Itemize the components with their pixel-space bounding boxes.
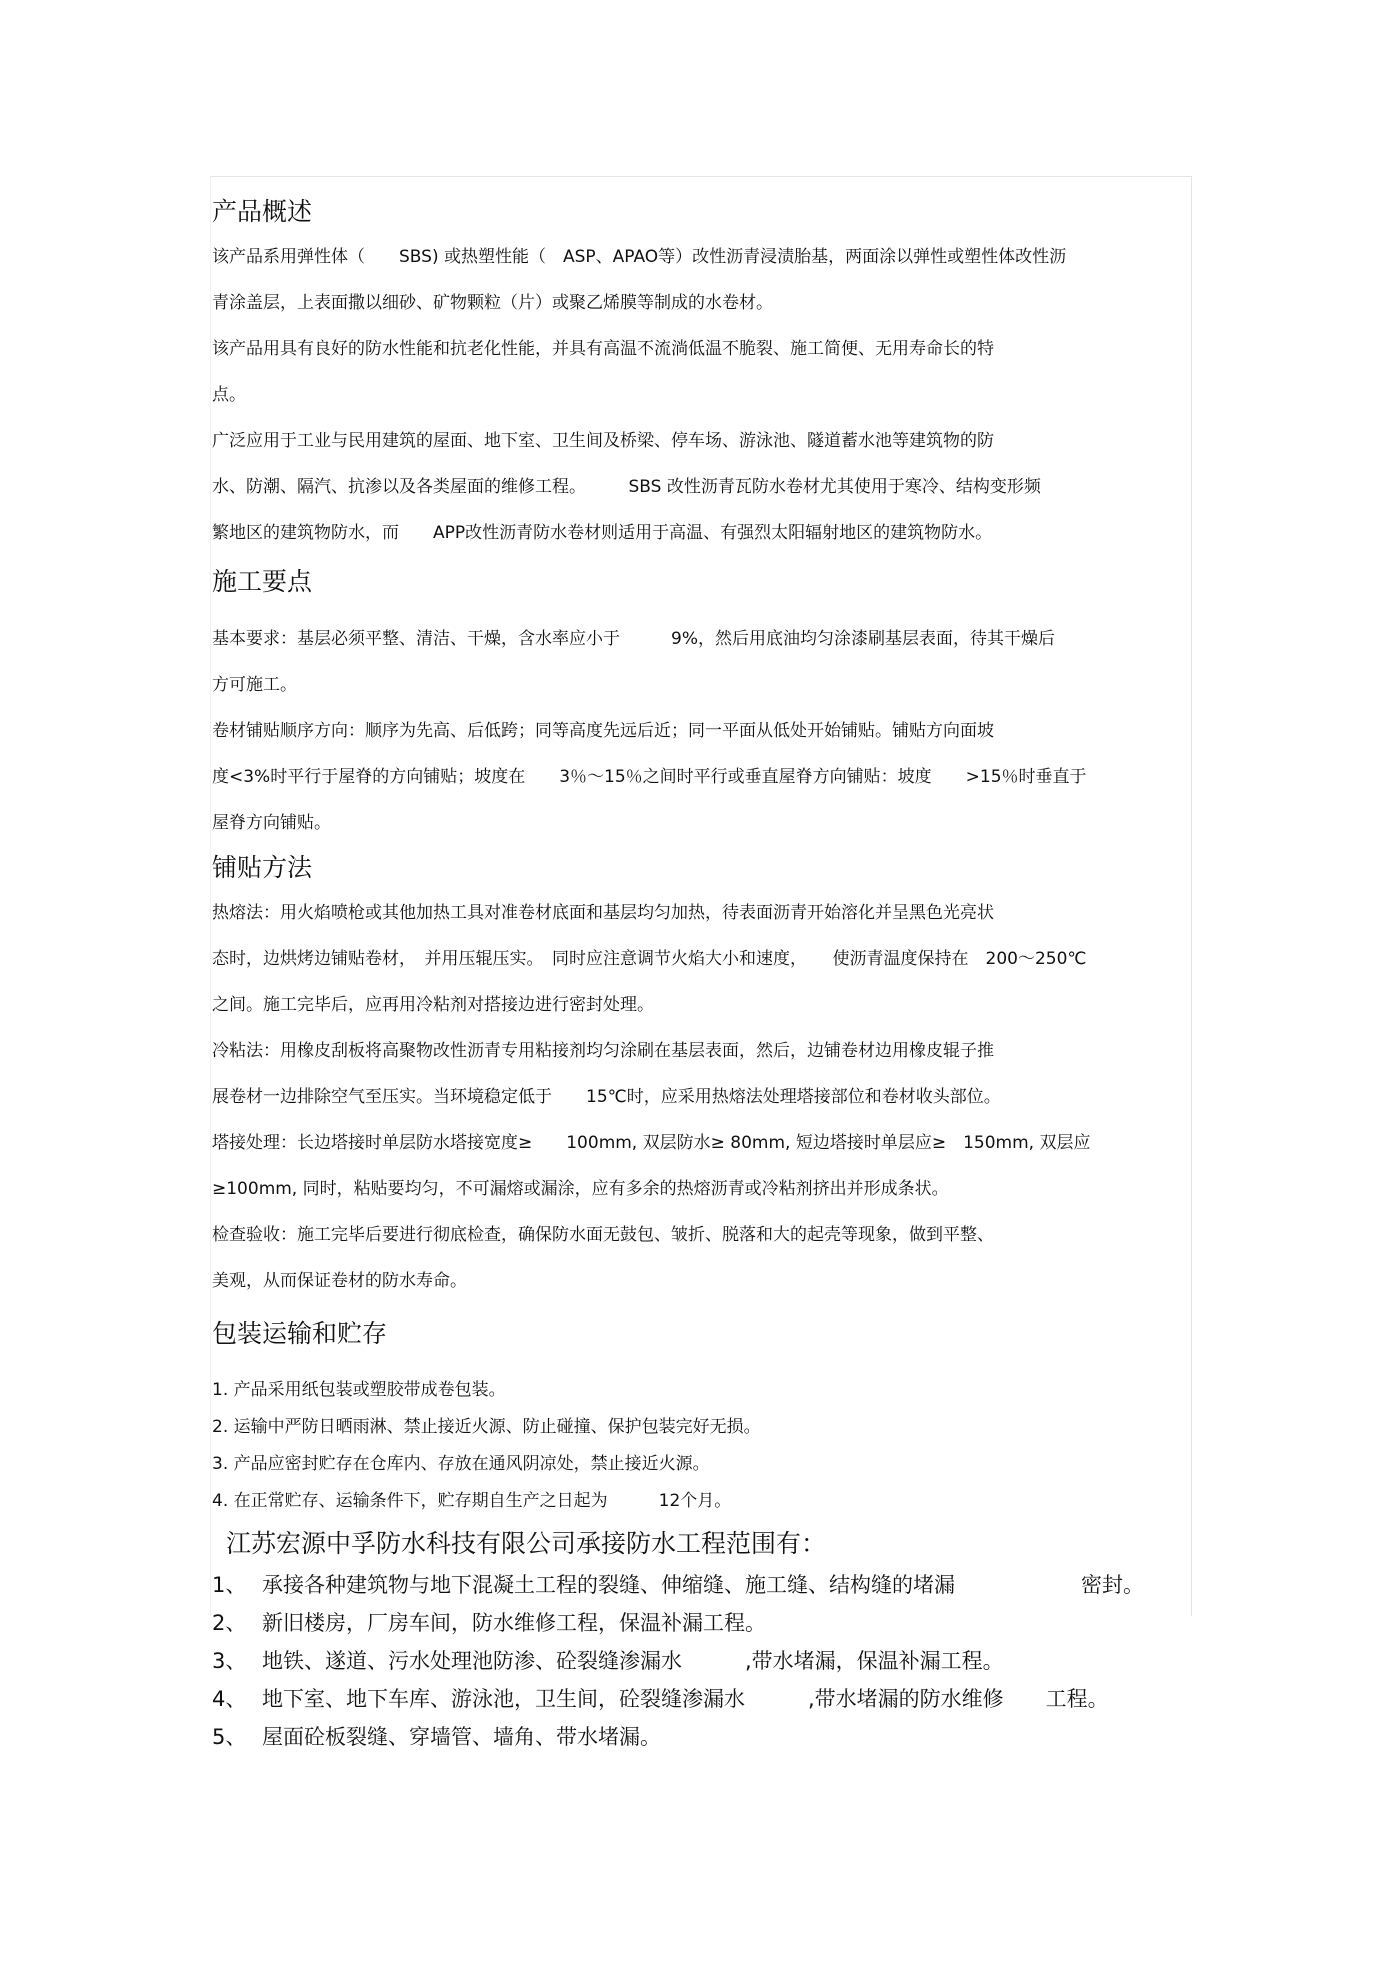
spacer: [212, 1360, 1197, 1372]
scope-list: [212, 1566, 1197, 1756]
scope-item: [212, 1604, 1197, 1642]
paragraph-line: 基本要求：基层必须平整、清洁、干燥，含水率应小于 9%，然后用底油均匀涂漆刷基层表面，待其干燥后: [212, 629, 1055, 649]
scope-item-number: 5、: [212, 1725, 247, 1749]
list-item: 4. 在正常贮存、运输条件下，贮存期自生产之日起为 12个月。: [212, 1491, 732, 1511]
scope-item-text: 屋面砼板裂缝、穿墙管、墙角、带水堵漏。: [262, 1725, 661, 1749]
paragraph-line: 屋脊方向铺贴。: [212, 813, 331, 833]
scope-item-text: 地下室、地下车库、游泳池，卫生间，砼裂缝渗漏水 ,带水堵漏的防水维修 工程。: [262, 1687, 1109, 1711]
section-construction-points: [212, 556, 1197, 846]
paragraph-line: 水、防潮、隔汽、抗渗以及各类屋面的维修工程。 SBS 改性沥青瓦防水卷材尤其使用于寒冷、结构变形频: [212, 477, 1041, 497]
section-packaging-storage: [212, 1308, 1197, 1520]
paragraph-line: 度<3%时平行于屋脊的方向铺贴；坡度在 3％～15％之间时平行或垂直屋脊方向铺贴：坡度 >15％时垂直于: [212, 767, 1087, 787]
document-content: [212, 190, 1197, 1756]
scope-item-text: 承接各种建筑物与地下混凝土工程的裂缝、伸缩缝、施工缝、结构缝的堵漏 密封。: [262, 1573, 1144, 1597]
scope-item-number: 3、: [212, 1649, 247, 1673]
numbered-list: [212, 1372, 1197, 1520]
paragraph-line: 该产品系用弹性体（ SBS) 或热塑性能（ ASP、APAO等）改性沥青浸渍胎基，两面涂以弹性或塑性体改性沥: [212, 247, 1067, 267]
paragraph-line: 塔接处理：长边塔接时单层防水塔接宽度≥ 100mm, 双层防水≥ 80mm, 短边塔接时单层应≥ 150mm, 双层应: [212, 1133, 1091, 1153]
section-heading: 施工要点: [212, 567, 313, 596]
paragraph-line: 态时，边烘烤边铺贴卷材， 并用压辊压实。 同时应注意调节火焰大小和速度， 使沥青温度保持在 200～250℃: [212, 949, 1087, 969]
list-item: 1. 产品采用纸包装或塑胶带成卷包装。: [212, 1380, 506, 1400]
scope-item-number: 2、: [212, 1611, 247, 1635]
section-company-scope: [212, 1522, 1197, 1756]
paragraph-line: 青涂盖层，上表面撒以细砂、矿物颗粒（片）或聚乙烯膜等制成的水卷材。: [212, 293, 773, 313]
spacer: [212, 608, 1197, 616]
scope-item-number: 1、: [212, 1573, 247, 1597]
paragraph-line: 展卷材一边排除空气至压实。当环境稳定低于 15℃时，应采用热熔法处理塔接部位和卷材收头部位。: [212, 1087, 1001, 1107]
paragraph-line: 繁地区的建筑物防水，而 APP改性沥青防水卷材则适用于高温、有强烈太阳辐射地区的建筑物防水。: [212, 523, 993, 543]
scope-item: [212, 1566, 1197, 1604]
scope-item: [212, 1642, 1197, 1680]
paragraph-line: 卷材铺贴顺序方向：顺序为先高、后低跨；同等高度先远后近；同一平面从低处开始铺贴。铺贴方向面坡: [212, 721, 994, 741]
paragraph-line: 冷粘法：用橡皮刮板将高聚物改性沥青专用粘接剂均匀涂刷在基层表面，然后，边铺卷材边用橡皮辊子推: [212, 1041, 994, 1061]
list-item: 3. 产品应密封贮存在仓库内、存放在通风阴凉处，禁止接近火源。: [212, 1454, 710, 1474]
scope-item-text: 地铁、遂道、污水处理池防渗、砼裂缝渗漏水 ,带水堵漏，保温补漏工程。: [262, 1649, 1004, 1673]
paragraph-line: 广泛应用于工业与民用建筑的屋面、地下室、卫生间及桥梁、停车场、游泳池、隧道蓄水池等建筑物的防: [212, 431, 994, 451]
scope-item: [212, 1718, 1197, 1756]
list-item: 2. 运输中严防日晒雨淋、禁止接近火源、防止碰撞、保护包装完好无损。: [212, 1417, 761, 1437]
paragraph-line: 该产品用具有良好的防水性能和抗老化性能，并具有高温不流淌低温不脆裂、施工简便、无用寿命长的特: [212, 339, 994, 359]
section-heading: 铺贴方法: [212, 853, 313, 882]
scope-item: [212, 1680, 1197, 1718]
paragraph-line: 热熔法：用火焰喷枪或其他加热工具对准卷材底面和基层均匀加热，待表面沥青开始溶化并呈黑色光亮状: [212, 903, 994, 923]
paragraph-line: 美观，从而保证卷材的防水寿命。: [212, 1271, 467, 1291]
paragraph-line: 方可施工。: [212, 675, 297, 695]
section-laying-method: [212, 846, 1197, 1304]
paragraph-line: ≥100mm, 同时，粘贴要均匀，不可漏熔或漏涂，应有多余的热熔沥青或冷粘剂挤出并形成条状。: [212, 1179, 949, 1199]
company-heading: 江苏宏源中孚防水科技有限公司承接防水工程范围有：: [226, 1529, 827, 1558]
section-heading: 包装运输和贮存: [212, 1319, 388, 1348]
scope-item-text: 新旧楼房，厂房车间，防水维修工程，保温补漏工程。: [262, 1611, 766, 1635]
section-product-overview: [212, 190, 1197, 556]
paragraph-line: 之间。施工完毕后，应再用冷粘剂对搭接边进行密封处理。: [212, 995, 654, 1015]
paragraph-line: 点。: [212, 385, 246, 405]
paragraph-line: 检查验收：施工完毕后要进行彻底检查，确保防水面无鼓包、皱折、脱落和大的起壳等现象，做到平整、: [212, 1225, 994, 1245]
scope-item-number: 4、: [212, 1687, 247, 1711]
section-heading: 产品概述: [212, 197, 313, 226]
document-frame-left-edge: [210, 176, 211, 1616]
